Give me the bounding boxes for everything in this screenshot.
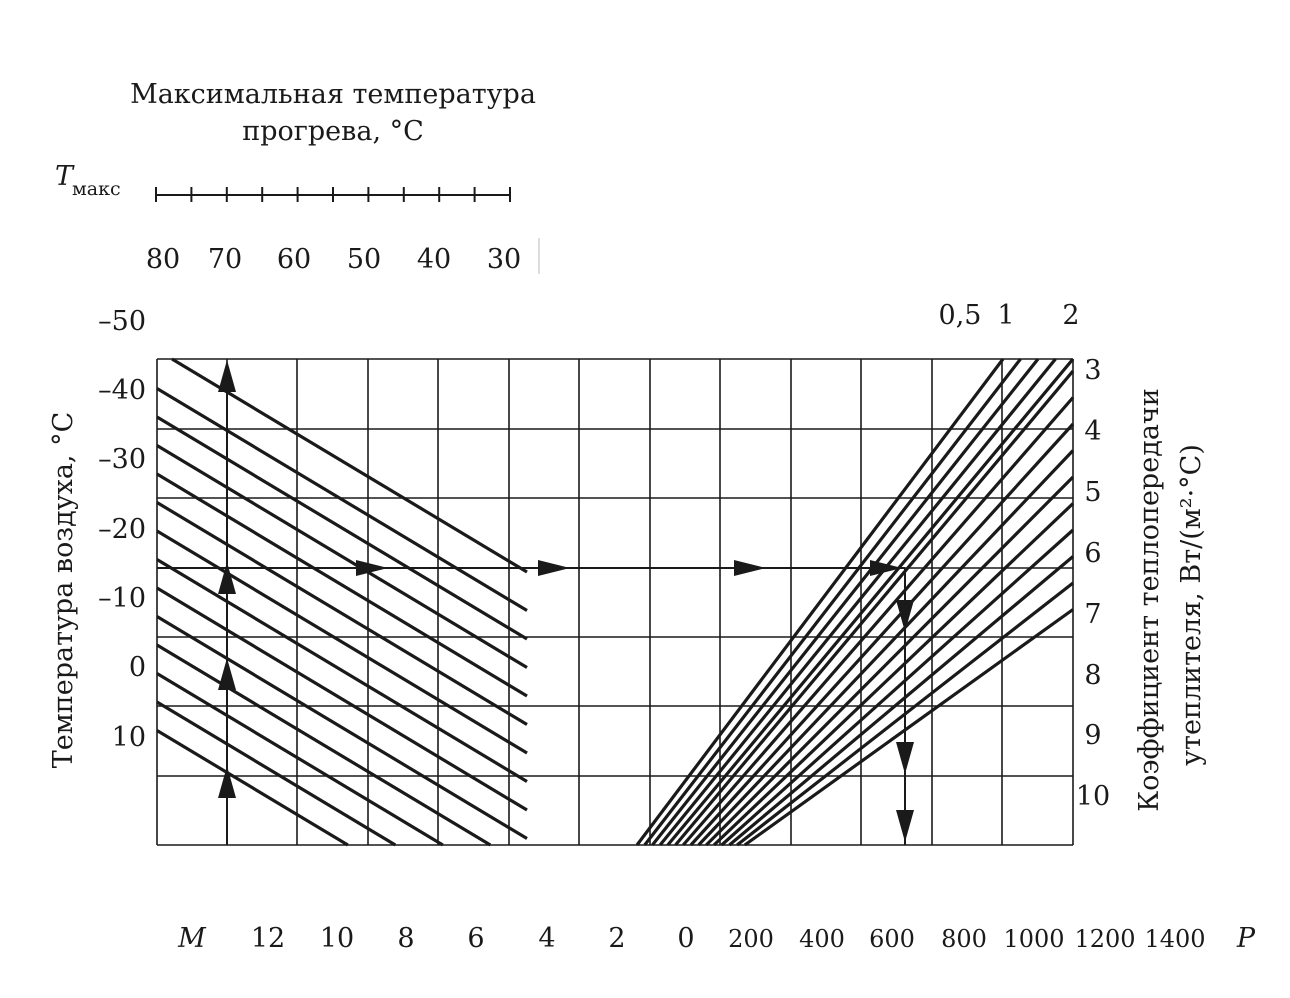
- top-right-label: 0,5: [938, 300, 982, 331]
- arrow-head: [218, 360, 236, 392]
- left-family-line: [157, 531, 527, 753]
- left-tick-label: –50: [98, 306, 146, 337]
- right-axis-label-line-2: утеплителя, Вт/(м²·°С): [1176, 444, 1207, 766]
- p-tick-label: 1400: [1144, 925, 1206, 953]
- left-family-line: [157, 446, 527, 668]
- left-tick-label: –30: [98, 444, 146, 475]
- right-axis-ticks: [1076, 355, 1110, 812]
- right-tick-label: 9: [1084, 720, 1102, 751]
- tmax-subscript: макс: [72, 178, 121, 200]
- top-right-labels: [939, 300, 1080, 331]
- left-family-line: [157, 645, 490, 845]
- arrow-head: [896, 742, 914, 774]
- right-family-line: [691, 424, 1073, 845]
- bottom-axis-ticks: [251, 923, 1206, 954]
- left-tick-label: –10: [98, 583, 146, 614]
- right-line-family: [637, 359, 1073, 845]
- left-family-line: [157, 417, 527, 639]
- top-right-label: 1: [997, 300, 1015, 331]
- left-axis-label: Температура воздуха, °С: [48, 411, 79, 769]
- left-line-family: [157, 359, 527, 845]
- right-axis-label-line-1: Коэффициент теплопередачи: [1134, 388, 1165, 812]
- arrow-head: [218, 766, 236, 798]
- right-tick-label: 10: [1075, 781, 1111, 812]
- right-tick-label: 7: [1084, 599, 1102, 630]
- right-family-line: [683, 398, 1073, 846]
- left-family-line: [157, 474, 527, 696]
- chart-title-line-2: прогрева, °С: [242, 116, 424, 147]
- m-tick-label: 0: [677, 923, 695, 954]
- right-family-line: [714, 504, 1073, 846]
- right-family-line: [722, 530, 1073, 845]
- left-family-line: [157, 560, 527, 782]
- tmax-tick-label: 60: [276, 244, 312, 275]
- arrow-head: [538, 560, 570, 576]
- tmax-symbol: T: [55, 161, 74, 192]
- p-tick-label: 600: [869, 925, 915, 953]
- m-tick-label: 10: [319, 923, 355, 954]
- p-tick-label: 1200: [1074, 925, 1136, 953]
- tmax-tick-label: 40: [416, 244, 452, 275]
- right-tick-label: 8: [1084, 660, 1102, 691]
- arrow-head: [734, 560, 766, 576]
- right-tick-label: 5: [1084, 477, 1102, 508]
- right-family-line: [706, 477, 1073, 845]
- chart-title-line-1: Максимальная температура: [130, 79, 536, 110]
- right-family-line: [729, 557, 1073, 846]
- left-tick-label: 0: [128, 652, 146, 683]
- right-family-line: [668, 359, 1073, 845]
- left-tick-label: –40: [98, 375, 146, 406]
- right-tick-label: 3: [1084, 355, 1102, 386]
- left-axis-ticks: [98, 306, 146, 753]
- left-family-line: [157, 731, 348, 846]
- left-family-line: [157, 702, 395, 845]
- left-tick-label: –20: [98, 514, 146, 545]
- left-family-line: [157, 674, 443, 846]
- p-axis-label: P: [1236, 923, 1256, 954]
- p-tick-label: 1000: [1003, 925, 1065, 953]
- left-family-line: [157, 389, 527, 611]
- m-tick-label: 6: [467, 923, 485, 954]
- right-family-line: [745, 610, 1073, 846]
- left-tick-label: 10: [111, 722, 146, 753]
- arrow-head: [896, 810, 914, 842]
- m-axis-label: M: [178, 923, 206, 954]
- m-tick-label: 12: [250, 923, 286, 954]
- m-tick-label: 8: [397, 923, 415, 954]
- p-tick-label: 800: [941, 925, 987, 953]
- p-tick-label: 200: [728, 925, 774, 953]
- tmax-tick-label: 30: [486, 244, 522, 275]
- left-family-line: [157, 503, 527, 725]
- left-family-line: [157, 617, 527, 839]
- top-right-label: 2: [1062, 300, 1080, 331]
- m-tick-label: 2: [608, 923, 626, 954]
- tmax-scale: [146, 187, 539, 275]
- m-tick-label: 4: [538, 923, 556, 954]
- arrow-head: [870, 560, 902, 576]
- tmax-tick-label: 70: [207, 244, 243, 275]
- right-tick-label: 4: [1084, 416, 1102, 447]
- p-tick-label: 400: [799, 925, 845, 953]
- right-tick-label: 6: [1084, 538, 1102, 569]
- tmax-tick-label: 80: [145, 244, 181, 275]
- tmax-tick-label: 50: [346, 244, 382, 275]
- right-family-line: [699, 451, 1073, 846]
